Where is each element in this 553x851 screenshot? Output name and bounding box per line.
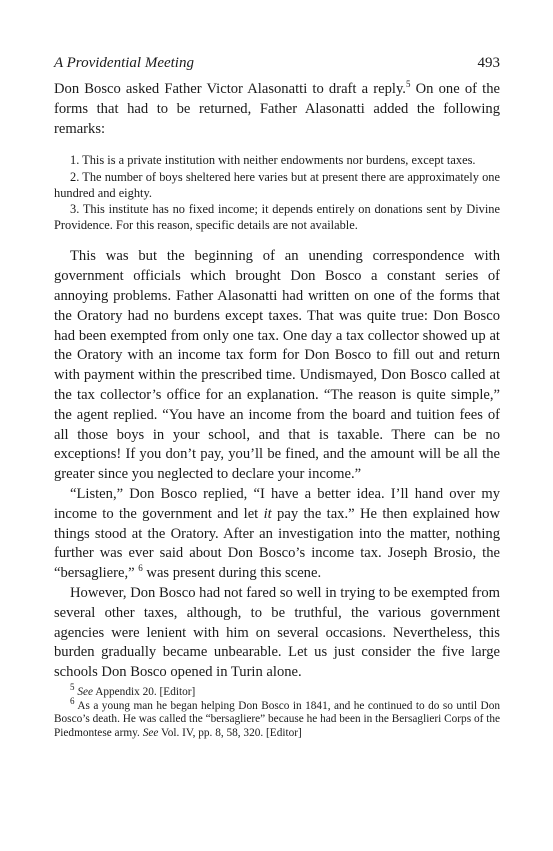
footnote-6-number: 6 bbox=[70, 695, 75, 706]
remark-item: 2. The number of boys sheltered here varies but at present there are approximately one hundred and eighty. bbox=[54, 169, 500, 200]
footnote-5 bbox=[54, 682, 500, 700]
paragraph-taxes: However, Don Bosco had not fared so well in trying to be exempted from several other taxes, although, to be truthful, the various government agencies were lenient with him on several occasions. Nevertheless, this burden gradually became unbearable. Let us just consider the five large schools Don Bosco opened in Turin alone. bbox=[54, 584, 500, 681]
footnotes bbox=[54, 682, 500, 740]
paragraph-better-idea bbox=[54, 485, 500, 584]
running-header bbox=[54, 54, 500, 72]
paragraph-3-part-2: pay the tax.” He then explained how things stood at the Oratory. After an investigation into the matter, nothing further was ever said about Don Bosco’s income tax. Joseph Brosio, the “bersagliere,” bbox=[54, 505, 500, 582]
footnote-6-see: See bbox=[142, 726, 159, 739]
footnote-ref-6[interactable]: 6 bbox=[138, 563, 143, 574]
remark-item: 1. This is a private institution with neither endowments nor burdens, except taxes. bbox=[70, 153, 476, 168]
footnote-6 bbox=[54, 695, 500, 741]
footnote-5-text: Appendix 20. [Editor] bbox=[93, 685, 196, 698]
footnote-5-see: See bbox=[77, 685, 94, 698]
page-number: 493 bbox=[477, 55, 500, 71]
footnote-ref-5[interactable]: 5 bbox=[405, 79, 411, 90]
footnote-6-text-2: Vol. IV, pp. 8, 58, 320. [Editor] bbox=[158, 726, 302, 739]
intro-paragraph bbox=[54, 80, 500, 139]
remarks-block bbox=[54, 152, 500, 233]
main-text bbox=[54, 80, 500, 683]
emphasis-it: it bbox=[263, 505, 272, 522]
footnote-5-number: 5 bbox=[70, 682, 75, 693]
intro-text-after-note: On one of the forms that had to be returned, Father Alasonatti added the following remarks: bbox=[54, 81, 500, 137]
paragraph-3-part-1: “Listen,” Don Bosco replied, “I have a better idea. I’ll hand over my income to the government and let bbox=[54, 485, 500, 522]
paragraph-3-part-3: was present during this scene. bbox=[142, 565, 322, 582]
footnote-6-text-1: As a young man he began helping Don Bosco in 1841, and he continued to do so until Don Bosco’s death. He was called the “bersagliere” because he had been in the Bersaglieri Corps of the Piedmontese army. bbox=[54, 699, 500, 739]
book-page bbox=[54, 54, 500, 740]
paragraph-correspondence: This was but the beginning of an unending correspondence with government officials which brought Don Bosco a constant series of annoying problems. Father Alasonatti had written on one of the forms that the Oratory had no burdens except taxes. That was quite true: Don Bosco had been exempted from only one tax. One day a tax collector showed up at the Oratory with an income tax form for Don Bosco to fill out and return with payment within the prescribed time. Undismayed, Don Bosco called at the tax collector’s office for an explanation. “The reason is quite simple,” the agent replied. “You have an income from the board and tuition fees of all those boys in your school, and that is taxable. There can be no exceptions! If you don’t pay, you’ll be fined, and the amount will be all the greater since you neglected to declare your income.” bbox=[54, 248, 500, 483]
remark-item: 3. This institute has no fixed income; it depends entirely on donations sent by Divine Providence. For this reason, specific details are not available. bbox=[54, 202, 500, 233]
intro-text-before-note: Don Bosco asked Father Victor Alasonatti to draft a reply. bbox=[54, 81, 406, 97]
running-title: A Providential Meeting bbox=[54, 55, 194, 71]
